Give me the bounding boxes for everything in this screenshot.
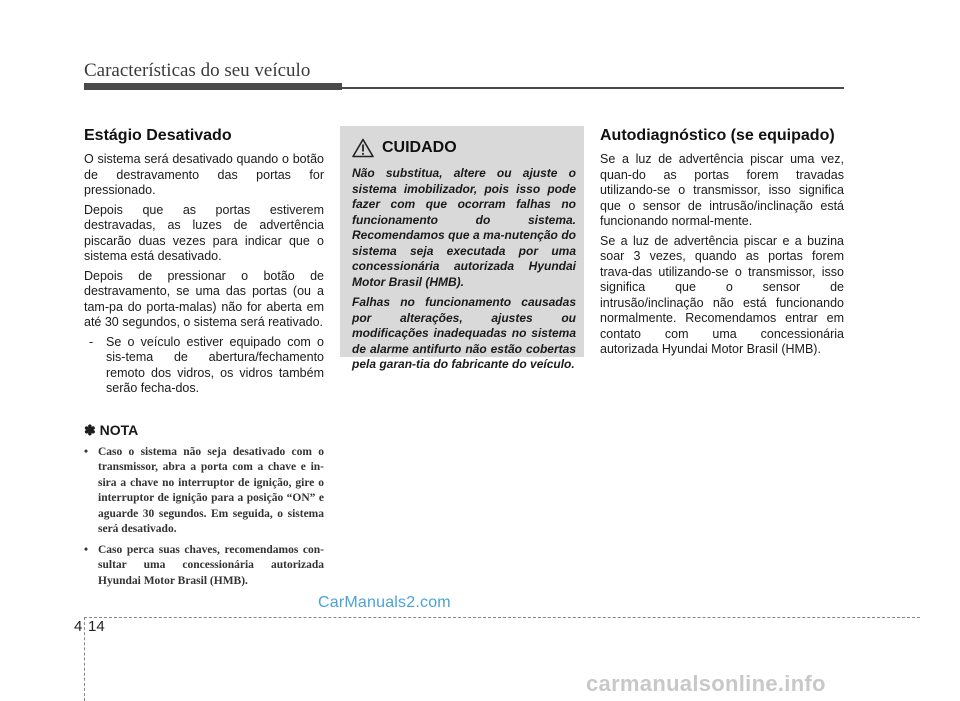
page-chapter-number: 4	[74, 618, 83, 635]
section-title-autodiagnostico: Autodiagnóstico (se equipado)	[600, 127, 835, 144]
caution-title: CUIDADO	[382, 139, 457, 156]
caution-paragraph: Falhas no funcionamento causadas por alterações, ajustes ou modificações inadequadas no sistema de alarme antifurto não estão cobertas pela garan-tia do fabricante do veículo.	[352, 295, 576, 371]
caution-paragraph: Não substitua, altere ou ajuste o sistema imobilizador, pois isso pode fazer com que ocorram falhas no funcionamento do sistema. Recomendamos que a ma-nutenção do sistema seja executada por uma concessionária autorizada Hyundai Motor Brasil (HMB).	[352, 166, 576, 289]
note-text: Caso perca suas chaves, recomendamos con-sultar uma concessionária autorizada Hyundai Motor Brasil (HMB).	[98, 543, 324, 587]
dash-item-text: Se o veículo estiver equipado com o sis-tema de abertura/fechamento remoto dos vidros, os vidros também serão fecha-dos.	[106, 334, 324, 395]
header-rule-thin	[342, 87, 844, 89]
section-title-estagio-desativado: Estágio Desativado	[84, 127, 232, 144]
note-item	[84, 445, 324, 538]
note-list	[84, 445, 324, 590]
caution-header	[352, 138, 576, 158]
dash-mark: -	[89, 334, 94, 349]
watermark-carmanuals2: CarManuals2.com	[318, 594, 451, 611]
watermark-carmanualsonline: carmanualsonline.info	[586, 671, 826, 696]
footer-rule	[84, 617, 920, 618]
paragraph: Se a luz de advertência piscar uma vez, quan-do as portas forem travadas utilizando-se o transmissor, isso significa que o sensor de intrusão/inclinação está funcionando normal-mente.	[600, 152, 844, 228]
bullet: •	[84, 445, 89, 458]
right-column	[600, 126, 844, 362]
dash-list-item	[84, 335, 324, 397]
note-title: ✽ NOTA	[84, 421, 139, 438]
paragraph: Depois de pressionar o botão de destravamento, se uma das portas (ou a tam-pa do porta-malas) não for aberta em até 30 segundos, o sistema será reativado.	[84, 268, 324, 329]
paragraph: Se a luz de advertência piscar e a buzina soar 3 vezes, quando as portas forem trava-das utilizando-se o transmissor, isso significa que o sensor de intrusão/inclinação não está funcionando normalmente. Recomendamos entrar em contato com uma concessionária autorizada Hyundai Motor Brasil (HMB).	[600, 233, 844, 356]
caution-box	[340, 126, 584, 371]
left-column	[84, 126, 324, 594]
warning-triangle-icon	[352, 138, 374, 158]
bullet: •	[84, 543, 89, 556]
header-rule-thick	[84, 83, 342, 90]
note-text: Caso o sistema não seja desativado com o transmissor, abra a porta com a chave e in-sira a chave no interruptor de ignição, gire o interruptor de ignição para a posição “ON” e aguarde 30 segundos. Em seguida, o sistema será desativado.	[98, 445, 324, 535]
note-item	[84, 543, 324, 590]
paragraph: Depois que as portas estiverem destravadas, as luzes de advertência piscarão duas vezes para indicar que o sistema está desativado.	[84, 202, 324, 263]
footer-vertical-rule	[84, 617, 85, 701]
paragraph: O sistema será desativado quando o botão de destravamento das portas for pressionado.	[84, 152, 324, 197]
page-header-title: Características do seu veículo	[84, 60, 311, 81]
page-number: 14	[88, 618, 105, 635]
